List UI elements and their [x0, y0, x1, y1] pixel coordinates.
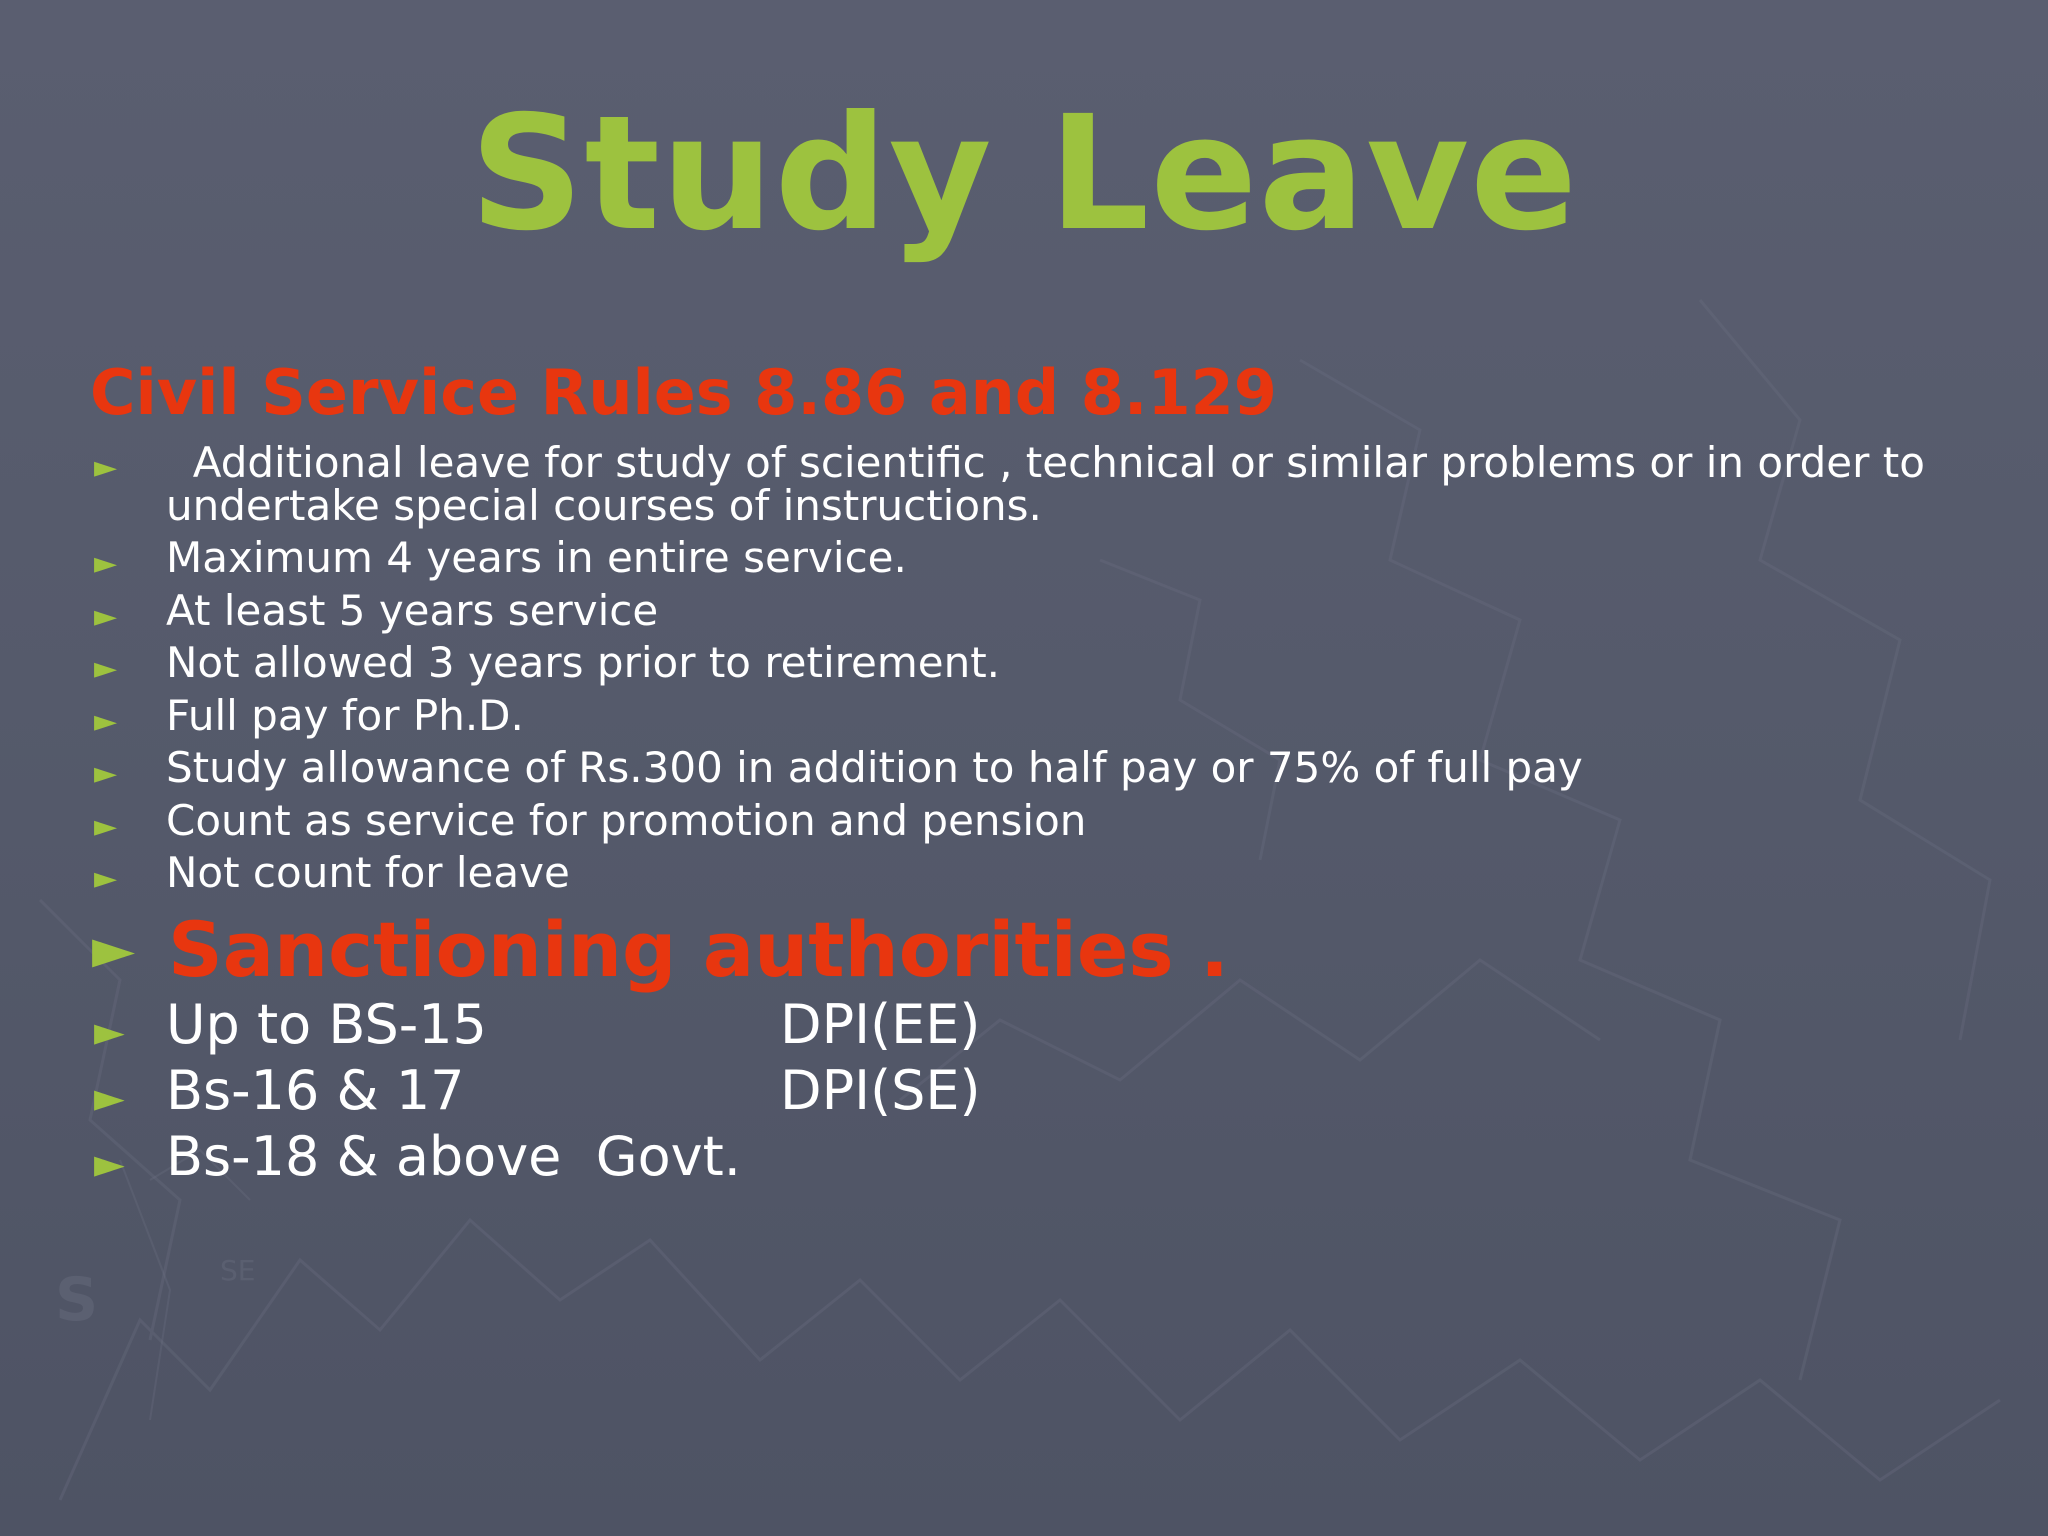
triangle-right-icon: ► — [94, 809, 118, 844]
triangle-right-icon: ► — [94, 546, 118, 581]
list-item-text: Count as service for promotion and pension — [166, 796, 1087, 845]
list-item-text: Full pay for Ph.D. — [166, 691, 524, 740]
triangle-right-icon: ► — [94, 450, 118, 485]
authority-grade: Bs-16 & 17 — [166, 1059, 465, 1122]
list-item-text: Not allowed 3 years prior to retirement. — [166, 638, 1001, 687]
list-item-text: Additional leave for study of scientific , technical or similar problems or in order to undertake special courses of instructions. — [166, 438, 1939, 530]
triangle-right-icon: ► — [94, 651, 118, 686]
slide-title: Study Leave — [469, 82, 1579, 266]
triangle-right-icon: ► — [94, 704, 118, 739]
authority-name: DPI(SE) — [780, 1059, 981, 1122]
svg-text:SE: SE — [220, 1254, 256, 1287]
svg-text:S: S — [55, 1265, 99, 1335]
rules-subtitle: Civil Service Rules 8.86 and 8.129 — [90, 356, 1277, 429]
triangle-right-icon: ► — [94, 756, 118, 791]
authority-name: DPI(EE) — [780, 993, 981, 1056]
sanctioning-heading: Sanctioning authorities . — [168, 905, 1229, 994]
list-item-text: Not count for leave — [166, 848, 570, 897]
triangle-right-icon: ► — [94, 599, 118, 634]
list-item-text: At least 5 years service — [166, 586, 659, 635]
triangle-right-icon: ► — [92, 917, 136, 982]
triangle-right-icon: ► — [94, 1141, 125, 1187]
authority-grade: Up to BS-15 — [166, 993, 487, 1056]
triangle-right-icon: ► — [94, 1075, 125, 1121]
list-item-text: Maximum 4 years in entire service. — [166, 533, 907, 582]
authority-grade: Bs-18 & above Govt. — [166, 1125, 741, 1188]
triangle-right-icon: ► — [94, 861, 118, 896]
triangle-right-icon: ► — [94, 1009, 125, 1055]
list-item-text: Study allowance of Rs.300 in addition to half pay or 75% of full pay — [166, 743, 1583, 792]
